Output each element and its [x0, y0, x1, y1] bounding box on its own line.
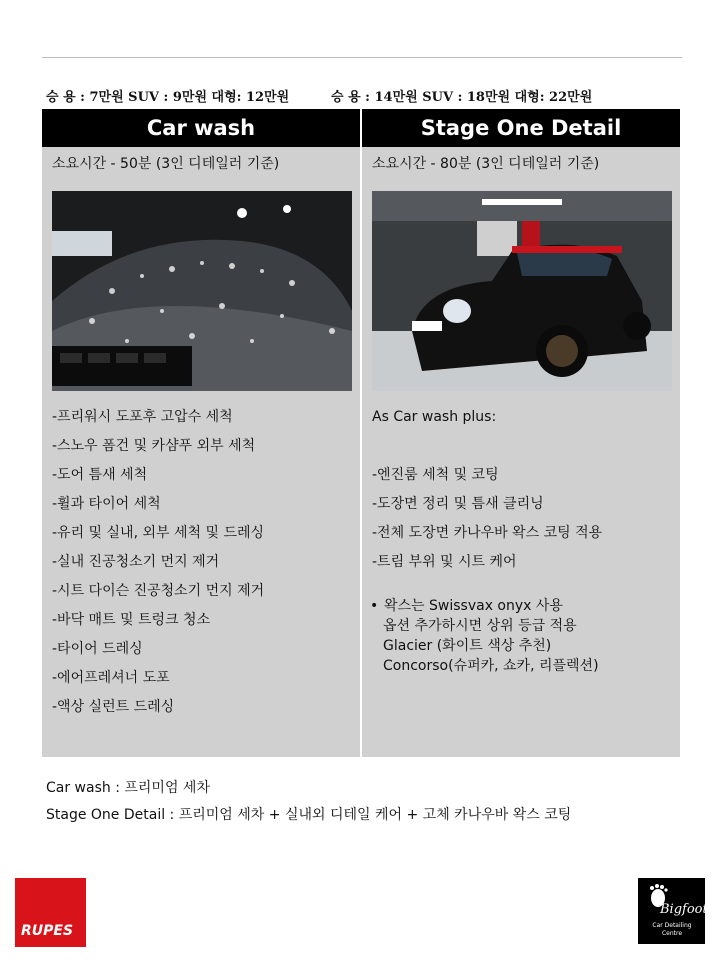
- price-line-stage-one: 승 용 : 14만원 SUV : 18만원 대형: 22만원: [331, 90, 593, 105]
- bigfoot-logo-title: Bigfoot: [660, 902, 708, 917]
- list-item: -바닥 매트 및 트렁크 청소: [52, 612, 211, 628]
- rupes-logo-text: RUPES: [21, 923, 74, 939]
- list-item: -실내 진공청소기 먼지 제거: [52, 554, 220, 570]
- list-item: -액상 실런트 드레싱: [52, 699, 175, 715]
- list-item: -시트 다이슨 진공청소기 먼지 제거: [52, 583, 265, 599]
- spacer: [372, 437, 602, 466]
- bullet-mark: •: [370, 598, 379, 614]
- list-item: -휠과 타이어 세척: [52, 496, 161, 512]
- wax-line: 왁스는 Swissvax onyx 사용: [384, 598, 563, 614]
- column-car-wash: [42, 109, 360, 757]
- list-item: -전체 도장면 카나우바 왁스 코팅 적용: [372, 525, 603, 541]
- list-item: -스노우 폼건 및 카샴푸 외부 세척: [52, 438, 256, 454]
- footnote-car-wash: Car wash : 프리미엄 세차: [46, 780, 210, 796]
- wax-note: [370, 596, 599, 676]
- list-item: -유리 및 실내, 외부 세척 및 드레싱: [52, 525, 265, 541]
- service-table: [42, 109, 680, 757]
- stage-one-photo: [372, 191, 672, 391]
- duration-text: 소요시간 - 80분 (3인 디테일러 기준): [372, 156, 600, 172]
- wax-line: Glacier (화이트 색상 추천): [383, 638, 552, 654]
- column-stage-one: [362, 109, 680, 757]
- column-title: Stage One Detail: [362, 109, 680, 147]
- car-wash-photo: [52, 191, 352, 391]
- top-divider: [42, 57, 682, 58]
- price-line-car-wash: 승 용 : 7만원 SUV : 9만원 대형: 12만원: [46, 90, 290, 105]
- list-item: -에어프레셔너 도포: [52, 670, 170, 686]
- stage-one-items: [372, 408, 602, 582]
- car-wash-items: [52, 408, 264, 727]
- intro-text: As Car wash plus:: [372, 409, 497, 425]
- duration-text: 소요시간 - 50분 (3인 디테일러 기준): [52, 156, 280, 172]
- list-item: -도어 틈새 세척: [52, 467, 148, 483]
- list-item: -엔진룸 세척 및 코팅: [372, 467, 499, 483]
- footnote-stage-one: Stage One Detail : 프리미엄 세차 + 실내외 디테일 케어 + 고체 카나우바 왁스 코팅: [46, 807, 572, 823]
- list-item: -도장면 정리 및 틈새 클리닝: [372, 496, 544, 512]
- column-title: Car wash: [42, 109, 360, 147]
- list-item: -트림 부위 및 시트 케어: [372, 554, 517, 570]
- list-item: -타이어 드레싱: [52, 641, 143, 657]
- bigfoot-logo: [638, 878, 708, 944]
- wax-line: 옵션 추가하시면 상위 등급 적용: [383, 618, 577, 634]
- bigfoot-logo-sub: Car Detailing Centre: [652, 922, 692, 937]
- list-item: -프리워시 도포후 고압수 세척: [52, 409, 233, 425]
- wax-line: Concorso(슈퍼카, 쇼카, 리플렉션): [383, 658, 599, 674]
- rupes-logo: [15, 878, 86, 947]
